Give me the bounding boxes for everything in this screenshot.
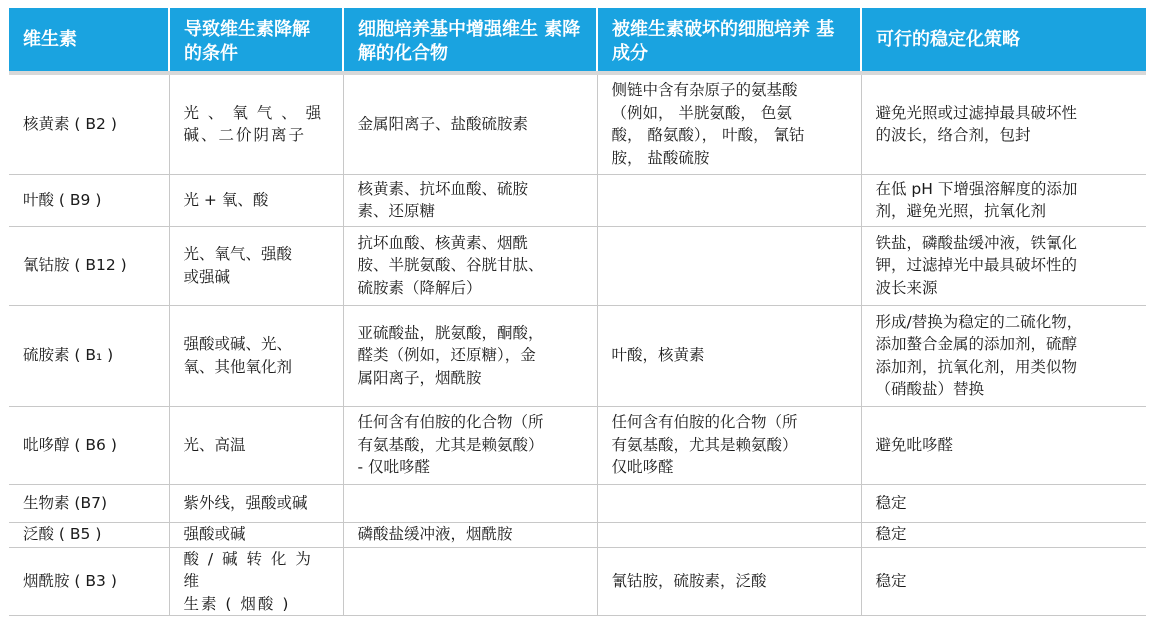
table-row <box>9 547 1146 616</box>
cell-conditions: 酸 / 碱 转 化 为 维 生素 ( 烟酸 ) <box>169 547 343 616</box>
cell-enhancing-compounds: 任何含有伯胺的化合物（所 有氨基酸，尤其是赖氨酸） - 仅吡哆醛 <box>343 406 597 484</box>
cell-vitamin: 叶酸 ( B9 ) <box>9 174 169 226</box>
cell-conditions: 紫外线，强酸或碱 <box>169 484 343 522</box>
cell-strategies: 铁盐，磷酸盐缓冲液，铁氰化 钾，过滤掉光中最具破坏性的 波长来源 <box>861 226 1146 305</box>
cell-vitamin: 烟酰胺 ( B3 ) <box>9 547 169 616</box>
cell-vitamin: 硫胺素 ( B₁ ) <box>9 305 169 406</box>
header-vitamin: 维生素 <box>9 8 169 73</box>
cell-conditions: 强酸或碱、光、 氧、其他氧化剂 <box>169 305 343 406</box>
cell-destroyed-components: 氰钴胺，硫胺素，泛酸 <box>597 547 861 616</box>
header-row <box>9 8 1146 73</box>
cell-conditions: 光 、 氧 气 、 强 碱、二价阴离子 <box>169 73 343 174</box>
cell-vitamin: 氰钴胺 ( B12 ) <box>9 226 169 305</box>
cell-enhancing-compounds <box>343 547 597 616</box>
header-enhancing-compounds: 细胞培养基中增强维生 素降解的化合物 <box>343 8 597 73</box>
cell-destroyed-components: 任何含有伯胺的化合物（所 有氨基酸，尤其是赖氨酸） 仅吡哆醛 <box>597 406 861 484</box>
table-row <box>9 522 1146 547</box>
cell-vitamin: 生物素 (B7) <box>9 484 169 522</box>
cell-destroyed-components: 侧链中含有杂原子的氨基酸 （例如， 半胱氨酸， 色氨 酸， 酪氨酸）， 叶酸， 氰钴 胺， 盐酸硫胺 <box>597 73 861 174</box>
cell-vitamin: 吡哆醇 ( B6 ) <box>9 406 169 484</box>
cell-conditions: 强酸或碱 <box>169 522 343 547</box>
cell-destroyed-components <box>597 226 861 305</box>
cell-strategies: 避免光照或过滤掉最具破坏性 的波长，络合剂，包封 <box>861 73 1146 174</box>
cell-enhancing-compounds: 金属阳离子、盐酸硫胺素 <box>343 73 597 174</box>
cell-destroyed-components <box>597 522 861 547</box>
cell-strategies: 稳定 <box>861 547 1146 616</box>
cell-enhancing-compounds <box>343 484 597 522</box>
table-row <box>9 484 1146 522</box>
cell-enhancing-compounds: 抗坏血酸、核黄素、烟酰 胺、半胱氨酸、谷胱甘肽、 硫胺素（降解后） <box>343 226 597 305</box>
cell-strategies: 稳定 <box>861 484 1146 522</box>
cell-strategies: 在低 pH 下增强溶解度的添加 剂，避免光照，抗氧化剂 <box>861 174 1146 226</box>
table-row <box>9 174 1146 226</box>
cell-strategies: 形成/替换为稳定的二硫化物， 添加螯合金属的添加剂，硫醇 添加剂，抗氧化剂，用类似物 （硝酸盐）替换 <box>861 305 1146 406</box>
cell-destroyed-components: 叶酸，核黄素 <box>597 305 861 406</box>
cell-strategies: 避免吡哆醛 <box>861 406 1146 484</box>
table-row <box>9 406 1146 484</box>
cell-enhancing-compounds: 亚硫酸盐，胱氨酸，酮酸， 醛类（例如，还原糖），金 属阳离子，烟酰胺 <box>343 305 597 406</box>
header-destroyed-components: 被维生素破坏的细胞培养 基成分 <box>597 8 861 73</box>
cell-enhancing-compounds: 核黄素、抗坏血酸、硫胺 素、还原糖 <box>343 174 597 226</box>
cell-vitamin: 泛酸 ( B5 ) <box>9 522 169 547</box>
header-stabilization-strategies: 可行的稳定化策略 <box>861 8 1146 73</box>
cell-destroyed-components <box>597 484 861 522</box>
table-header <box>9 8 1146 73</box>
table-body <box>9 73 1146 616</box>
table-row <box>9 226 1146 305</box>
table-row <box>9 305 1146 406</box>
cell-vitamin: 核黄素 ( B2 ) <box>9 73 169 174</box>
cell-conditions: 光 + 氧、酸 <box>169 174 343 226</box>
cell-conditions: 光、高温 <box>169 406 343 484</box>
cell-strategies: 稳定 <box>861 522 1146 547</box>
cell-enhancing-compounds: 磷酸盐缓冲液，烟酰胺 <box>343 522 597 547</box>
table-row <box>9 73 1146 174</box>
vitamin-degradation-table <box>9 8 1146 616</box>
cell-destroyed-components <box>597 174 861 226</box>
header-degradation-conditions: 导致维生素降解 的条件 <box>169 8 343 73</box>
cell-conditions: 光、氧气、强酸 或强碱 <box>169 226 343 305</box>
